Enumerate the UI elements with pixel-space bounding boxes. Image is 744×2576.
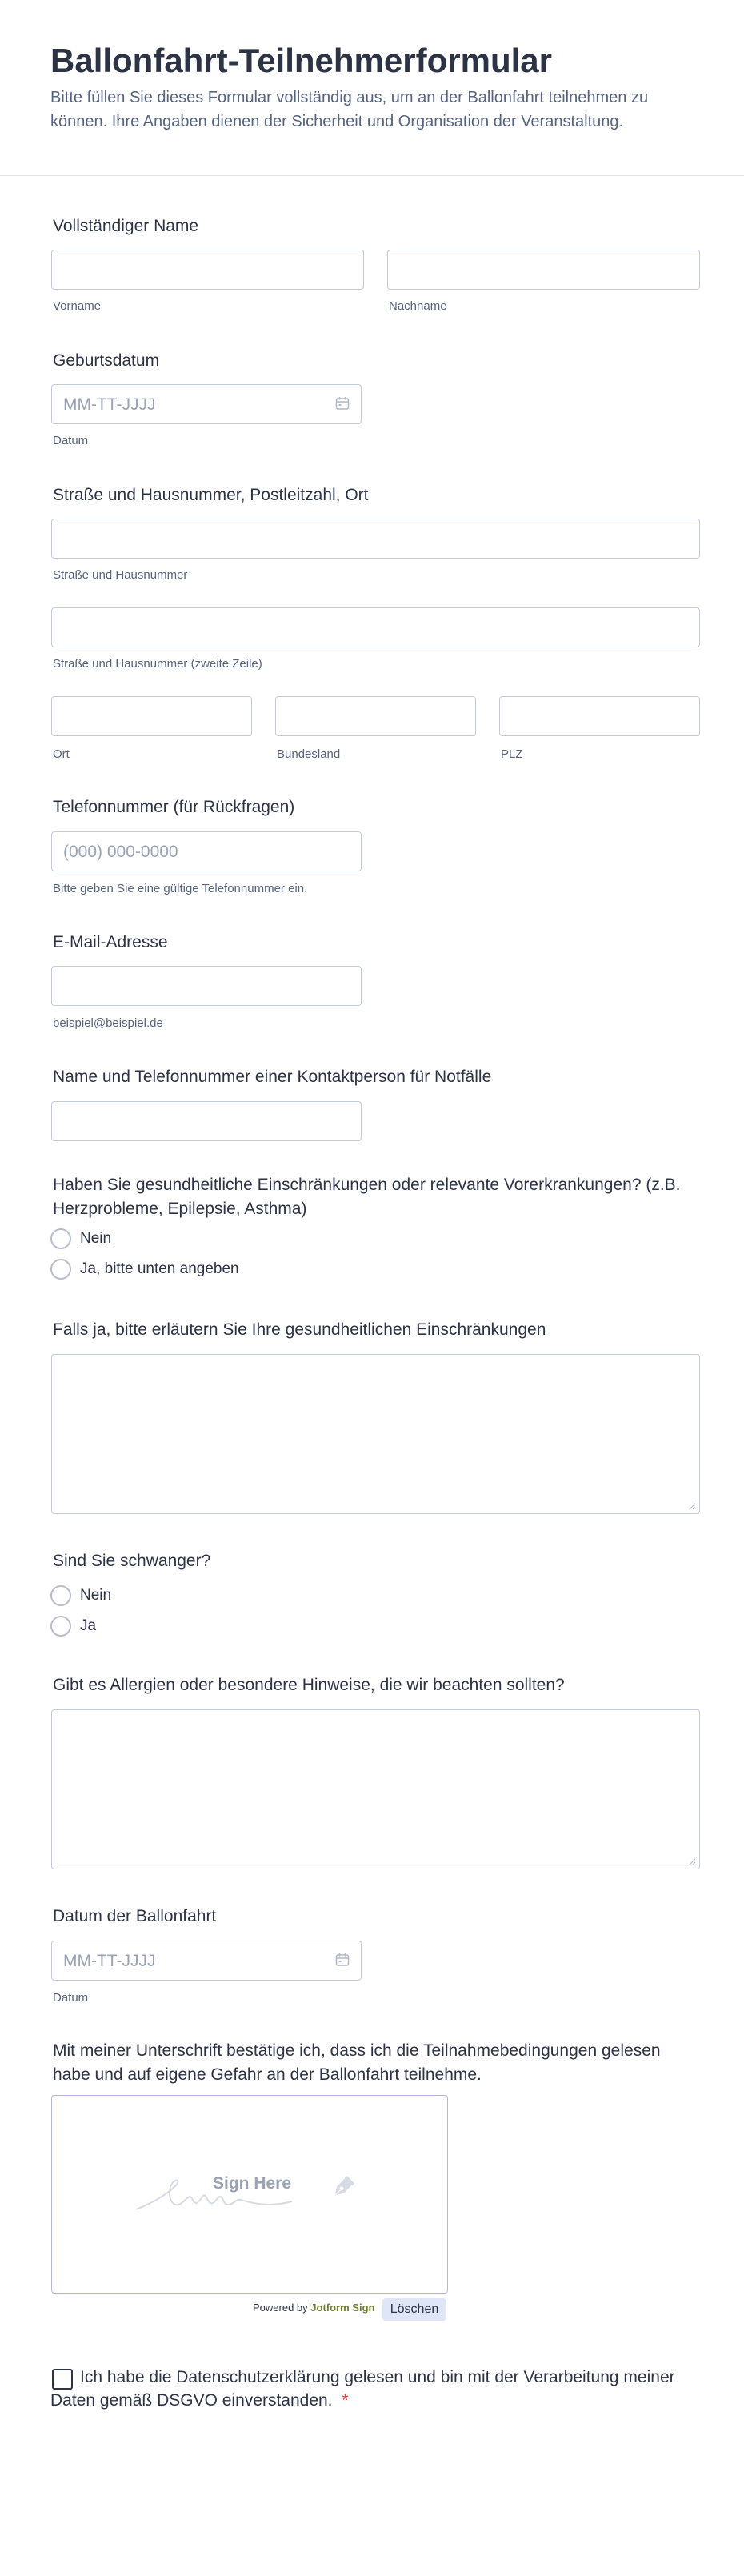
- email-label: E-Mail-Adresse: [53, 933, 168, 951]
- email-sublabel: beispiel@beispiel.de: [53, 1016, 163, 1030]
- form-title: Ballonfahrt-Teilnehmerformular: [50, 42, 552, 79]
- required-marker: *: [342, 2391, 349, 2410]
- flight-date-sublabel: Datum: [53, 1991, 89, 2005]
- fullname-label: Vollständiger Name: [53, 217, 199, 235]
- pregnant-label: Sind Sie schwanger?: [53, 1552, 211, 1570]
- health-details-label: Falls ja, bitte erläutern Sie Ihre gesundheitlichen Einschränkungen: [53, 1320, 546, 1339]
- header-divider: [0, 175, 744, 176]
- birthdate-sublabel: Datum: [53, 434, 89, 447]
- emergency-input[interactable]: [51, 1101, 362, 1141]
- health-option-yes[interactable]: Ja, bitte unten angeben: [80, 1260, 239, 1277]
- resize-grip-icon[interactable]: [688, 1857, 696, 1865]
- health-label: Haben Sie gesundheitliche Einschränkungen oder relevante Vorerkrankungen? (z.B. Herzprobleme, Epilepsie, Asthma): [53, 1176, 681, 1218]
- street-line2-sublabel: Straße und Hausnummer (zweite Zeile): [53, 657, 262, 671]
- street-line1-input[interactable]: [51, 519, 700, 559]
- phone-input[interactable]: [51, 831, 362, 871]
- street-line2-input[interactable]: [51, 607, 700, 647]
- allergies-textarea[interactable]: [51, 1709, 700, 1869]
- form-subtitle: Bitte füllen Sie dieses Formular vollständig aus, um an der Ballonfahrt teilnehmen zu können. Ihre Angaben dienen der Sicherheit und Organisation der Veranstaltung.: [50, 89, 649, 130]
- health-details-textarea[interactable]: [51, 1354, 700, 1514]
- flight-date-input[interactable]: [51, 1941, 362, 1981]
- health-option-no[interactable]: Nein: [80, 1230, 112, 1247]
- phone-label: Telefonnummer (für Rückfragen): [53, 798, 295, 816]
- phone-placeholder: (000) 000-0000: [63, 843, 178, 861]
- birthdate-label: Geburtsdatum: [53, 351, 160, 370]
- birthdate-placeholder: MM-TT-JJJJ: [63, 395, 156, 414]
- resize-grip-icon[interactable]: [688, 1502, 696, 1510]
- first-name-sublabel: Vorname: [53, 299, 102, 313]
- health-radio-no[interactable]: [50, 1228, 71, 1249]
- calendar-icon[interactable]: [335, 1953, 350, 1967]
- pregnant-radio-yes[interactable]: [50, 1616, 71, 1637]
- pregnant-option-no[interactable]: Nein: [80, 1587, 112, 1604]
- first-name-input[interactable]: [51, 250, 364, 290]
- powered-prefix: Powered by: [253, 2302, 308, 2314]
- zip-input[interactable]: [499, 696, 700, 736]
- phone-sublabel: Bitte geben Sie eine gültige Telefonnummer ein.: [53, 882, 308, 895]
- consent-label[interactable]: [50, 2366, 682, 2412]
- signature-label: Mit meiner Unterschrift bestätige ich, dass ich die Teilnahmebedingungen gelesen habe und auf eigene Gefahr an der Ballonfahrt teilnehme.: [53, 2041, 661, 2084]
- signature-placeholder: Sign Here: [213, 2174, 292, 2193]
- clear-signature-button[interactable]: Löschen: [382, 2298, 446, 2321]
- birthdate-input[interactable]: [51, 384, 362, 424]
- last-name-sublabel: Nachname: [389, 299, 447, 313]
- last-name-input[interactable]: [387, 250, 700, 290]
- flight-date-label: Datum der Ballonfahrt: [53, 1907, 217, 1925]
- allergies-label: Gibt es Allergien oder besondere Hinweise, die wir beachten sollten?: [53, 1676, 565, 1694]
- address-label: Straße und Hausnummer, Postleitzahl, Ort: [53, 486, 369, 504]
- city-sublabel: Ort: [53, 747, 70, 761]
- street-line1-sublabel: Straße und Hausnummer: [53, 568, 188, 582]
- powered-by: [253, 2302, 374, 2314]
- flight-date-placeholder: MM-TT-JJJJ: [63, 1952, 156, 1970]
- city-input[interactable]: [51, 696, 252, 736]
- state-sublabel: Bundesland: [277, 747, 341, 761]
- health-radio-yes[interactable]: [50, 1259, 71, 1280]
- calendar-icon[interactable]: [335, 396, 350, 411]
- zip-sublabel: PLZ: [501, 747, 523, 761]
- email-input[interactable]: [51, 966, 362, 1006]
- pregnant-option-yes[interactable]: Ja: [80, 1617, 97, 1634]
- signature-pad[interactable]: [51, 2095, 448, 2294]
- consent-text: Ich habe die Datenschutzerklärung gelesen und bin mit der Verarbeitung meiner Daten gemäß DSGVO einverstanden.: [50, 2368, 675, 2410]
- powered-brand[interactable]: Jotform Sign: [310, 2302, 375, 2314]
- pregnant-radio-no[interactable]: [50, 1585, 71, 1606]
- state-input[interactable]: [275, 696, 476, 736]
- pen-nib-icon: [326, 2173, 358, 2205]
- emergency-label: Name und Telefonnummer einer Kontaktperson für Notfälle: [53, 1068, 492, 1086]
